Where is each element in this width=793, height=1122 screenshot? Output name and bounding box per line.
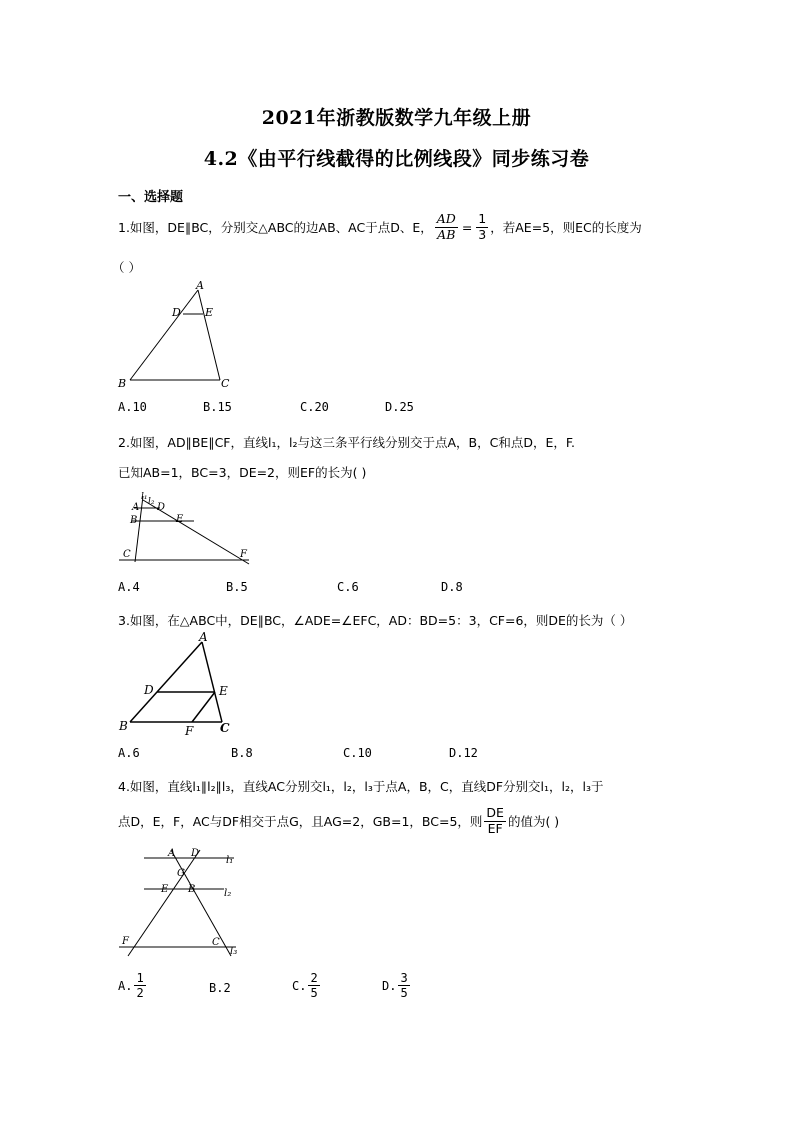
q2-option-c: C.6 xyxy=(337,580,359,594)
q1-text-b: ，若AE=5，则EC的长度为 xyxy=(490,220,642,235)
q2-option-b: B.5 xyxy=(226,580,248,594)
q4-label-l1: l₁ xyxy=(226,855,234,866)
q1-text-a: 1.如图，DE∥BC，分别交△ABC的边AB、AC于点D、E， xyxy=(118,220,433,235)
q4-option-c-num: 2 xyxy=(310,971,318,985)
q2-label-b: B xyxy=(130,515,138,526)
q4-line2-a: 点D，E，F，AC与DF相交于点G，且AG=2，GB=1，BC=5，则 xyxy=(118,814,483,829)
q4-label-b: B xyxy=(188,884,196,895)
q4-label-e: E xyxy=(161,884,169,895)
question-2-line2: 已知AB=1，BC=3，DE=2，则EF的长为( ) xyxy=(118,465,367,480)
q1-option-c: C.20 xyxy=(300,400,329,414)
q4-option-d xyxy=(382,972,412,999)
q1-ratio-value xyxy=(476,213,488,241)
question-4-line1: 4.如图，直线l₁∥l₂∥l₃，直线AC分别交l₁，l₂，l₃于点A，B，C，直线DF分别交l₁，l₂，l₃于 xyxy=(118,779,604,794)
question-4-line2 xyxy=(118,807,559,835)
q1-val-num: 1 xyxy=(478,211,487,226)
q4-option-c-den: 5 xyxy=(310,986,318,1000)
q4-option-c xyxy=(292,972,322,999)
q3-label-f: F xyxy=(185,724,194,738)
q4-option-b-prefix: B.2 xyxy=(209,981,231,995)
q3-label-b: B xyxy=(119,719,128,733)
q3-label-c: C xyxy=(220,721,230,735)
q3-side-ac xyxy=(202,642,222,722)
q1-val-den: 3 xyxy=(478,226,487,242)
section-heading: 一、选择题 xyxy=(118,190,184,205)
q2-option-a: A.4 xyxy=(118,580,140,594)
q4-option-a xyxy=(118,972,148,999)
q4-frac-den: EF xyxy=(487,820,503,836)
q4-fraction xyxy=(484,807,506,835)
page-subtitle: 4.2《由平行线截得的比例线段》同步练习卷 xyxy=(203,148,590,170)
q4-option-d-fraction xyxy=(398,972,409,999)
q1-option-d: D.25 xyxy=(385,400,414,414)
q4-label-g: G xyxy=(177,868,185,879)
q4-frac-num: DE xyxy=(486,805,504,820)
q3-side-ab xyxy=(130,642,202,722)
q4-option-d-den: 5 xyxy=(400,986,408,1000)
q3-option-a: A.6 xyxy=(118,746,140,760)
question-2-line1: 2.如图，AD∥BE∥CF，直线l₁，l₂与这三条平行线分别交于点A，B，C和点D，E，F. xyxy=(118,435,575,450)
q2-label-e: E xyxy=(176,514,184,525)
q3-label-a: A xyxy=(199,632,208,644)
q3-segment-ef xyxy=(192,692,215,722)
q1-label-c: C xyxy=(221,377,230,390)
q3-label-d: D xyxy=(144,683,154,697)
page-title: 2021年浙教版数学九年级上册 xyxy=(261,107,532,129)
question-1-text xyxy=(118,213,642,241)
q4-option-c-prefix: C. xyxy=(292,978,307,993)
q4-line-df xyxy=(128,850,200,956)
q4-label-c: C xyxy=(212,937,220,948)
q1-label-d: D xyxy=(172,306,181,319)
q4-option-d-num: 3 xyxy=(400,971,408,985)
q2-label-a: A xyxy=(132,502,140,513)
q4-option-a-den: 2 xyxy=(136,986,144,1000)
q1-figure xyxy=(112,280,242,392)
q4-figure xyxy=(114,844,254,962)
q1-side-ac xyxy=(198,290,220,380)
q1-label-e: E xyxy=(205,306,214,319)
q2-option-d: D.8 xyxy=(441,580,463,594)
q4-line-ac xyxy=(171,850,234,956)
q4-option-c-fraction xyxy=(308,972,319,999)
q3-option-c: C.10 xyxy=(343,746,372,760)
question-3-line1: 3.如图，在△ABC中，DE∥BC，∠ADE=∠EFC，AD：BD=5：3，CF=6，则DE的长为（ ） xyxy=(118,613,633,628)
q4-line2-b: 的值为( ) xyxy=(507,814,560,829)
q2-label-d: D xyxy=(157,502,166,513)
q4-label-l3: l₃ xyxy=(230,946,238,957)
q1-side-ab xyxy=(130,290,198,380)
q1-option-a: A.10 xyxy=(118,400,147,414)
q1-fraction xyxy=(435,213,458,241)
q4-option-b xyxy=(209,981,231,995)
q1-answer-paren: （ ） xyxy=(112,260,141,275)
q4-option-a-num: 1 xyxy=(136,971,144,985)
q4-option-a-prefix: A. xyxy=(118,978,133,993)
q4-label-l2: l₂ xyxy=(224,888,232,899)
q4-label-d: D xyxy=(191,848,200,859)
q2-label-l2: l₂ xyxy=(148,497,155,507)
q4-label-f: F xyxy=(122,936,129,947)
q1-eq: = xyxy=(461,219,473,235)
q2-label-c: C xyxy=(123,549,131,560)
q3-option-d: D.12 xyxy=(449,746,478,760)
q2-figure xyxy=(114,490,254,570)
q2-label-l1: l₁ xyxy=(141,492,148,502)
q3-option-b: B.8 xyxy=(231,746,253,760)
q1-option-b: B.15 xyxy=(203,400,232,414)
q3-figure xyxy=(112,632,242,740)
q1-frac-num: AD xyxy=(436,211,456,226)
q1-label-a: A xyxy=(196,280,204,292)
q1-frac-den: AB xyxy=(437,226,456,242)
q2-label-f: F xyxy=(240,549,247,560)
q3-label-e: E xyxy=(219,684,228,698)
q4-option-d-prefix: D. xyxy=(382,978,397,993)
q1-label-b: B xyxy=(118,377,127,390)
q4-label-a: A xyxy=(168,848,176,859)
q4-option-a-fraction xyxy=(134,972,145,999)
